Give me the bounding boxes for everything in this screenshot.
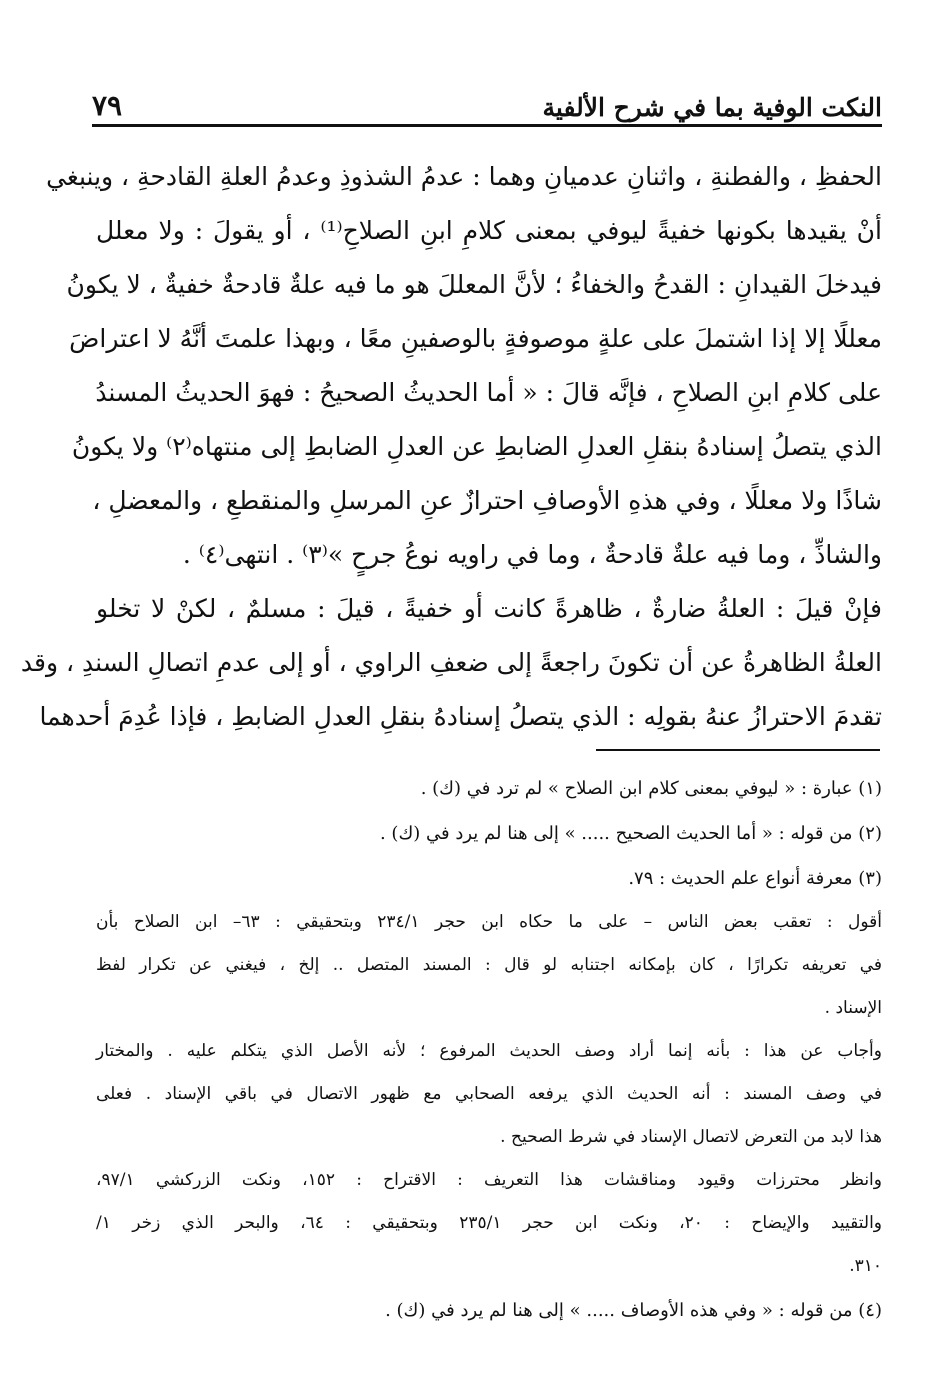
text-line: والشاذِّ ، وما فيه علةٌ قادحةٌ ، وما في راويه نوعُ جرحٍ »⁽٣⁾ . انتهى⁽٤⁾ .	[182, 540, 882, 569]
footnote-4: (٤) من قوله : « وفي هذه الأوصاف ..... » إلى هنا لم يرد في (ك) .	[385, 1300, 882, 1321]
footnote-line: والتقييد والإيضاح : ٢٠، ونكت ابن حجر ٢٣٥/١ وبتحقيقي : ٦٤، والبحر الذي زخر ١/	[96, 1213, 883, 1233]
footnote-3-comment-2	[96, 1030, 882, 1159]
footnote-separator	[596, 749, 880, 751]
footnote-3-comment-1	[96, 901, 882, 1030]
footnote-2: (٢) من قوله : « أما الحديث الصحيح ..... » إلى هنا لم يرد في (ك) .	[379, 823, 882, 844]
footnote-line: في تعريفه تكرارًا ، كان بإمكانه اجتنابه لو قال : المسند المتصل .. إلخ ، فيغني عن تكرار لفظ	[96, 955, 882, 975]
footnote-line: أقول : تعقب بعض الناس – على ما حكاه ابن حجر ٢٣٤/١ وبتحقيقي : ٦٣– ابن الصلاح بأن	[96, 912, 883, 932]
text-line: على كلامِ ابنِ الصلاحِ ، فإنَّه قالَ : « أما الحديثُ الصحيحُ : فهوَ الحديثُ المسندُ	[95, 378, 882, 407]
text-line: أنْ يقيدها بكونها خفيةً ليوفي بمعنى كلامِ ابنِ الصلاحِ⁽¹⁾ ، أو يقولَ : ولا معلل	[96, 216, 882, 245]
footnote-line: وأجاب عن هذا : بأنه إنما أراد وصف الحديث المرفوع ؛ لأنه الأصل الذي يتكلم عليه . والمختار	[96, 1041, 882, 1061]
text-line: الذي يتصلُ إسنادهُ بنقلِ العدلِ الضابطِ عن العدلِ الضابطِ إلى منتهاه⁽٢⁾ ولا يكونُ	[71, 432, 882, 461]
footnotes	[96, 766, 882, 1333]
text-line: تقدمَ الاحترازُ عنهُ بقولِه : الذي يتصلُ إسنادهُ بنقلِ العدلِ الضابطِ ، فإذا عُدِمَ أحدهما	[39, 702, 882, 731]
text-line: فإنْ قيلَ : العلةُ ضارةٌ ، ظاهرةً كانت أو خفيةً ، قيلَ : مسلمٌ ، لكنْ لا تخلو	[96, 594, 882, 623]
footnote-line: وانظر محترزات وقيود ومناقشات هذا التعريف : الاقتراح : ١٥٢، ونكت الزركشي ٩٧/١،	[96, 1170, 882, 1190]
text-line: شاذًا ولا معللًا ، وفي هذهِ الأوصافِ احترازٌ عنِ المرسلِ والمنقطعِ ، والمعضلِ ،	[92, 486, 882, 515]
running-title: النكت الوفية بما في شرح الألفية	[542, 93, 882, 122]
footnote-line: هذا لابد من التعرض لاتصال الإسناد في شرط الصحيح .	[500, 1127, 882, 1147]
footnote-line: الإسناد .	[824, 998, 882, 1018]
footnote-3-comment-3	[96, 1159, 882, 1288]
page-header	[92, 78, 882, 122]
page-number: ٧٩	[92, 89, 123, 122]
header-rule	[92, 124, 882, 127]
text-line: الحفظِ ، والفطنةِ ، واثنانِ عدميانِ وهما : عدمُ الشذوذِ وعدمُ العلةِ القادحةِ ، وينبغي	[46, 162, 882, 191]
text-line: فيدخلَ القيدانِ : القدحُ والخفاءُ ؛ لأنَّ المعللَ هو ما فيه علةٌ قادحةٌ خفيةٌ ، لا يكونُ	[66, 270, 882, 299]
main-text	[20, 150, 882, 744]
footnote-1: (١) عبارة : « ليوفي بمعنى كلام ابن الصلاح » لم ترد في (ك) .	[420, 778, 882, 799]
footnote-line: في وصف المسند : أنه الحديث الذي يرفعه الصحابي مع ظهور الاتصال في باقي الإسناد . فعلى	[96, 1084, 882, 1104]
text-line: العلةُ الظاهرةُ عن أن تكونَ راجعةً إلى ضعفِ الراوي ، أو إلى عدمِ اتصالِ السندِ ، وقد	[20, 648, 882, 677]
text-line: معللًا إلا إذا اشتملَ على علةٍ موصوفةٍ بالوصفينِ معًا ، وبهذا علمتَ أنَّهُ لا اعتراضَ	[69, 324, 882, 353]
footnote-line: ٣١٠.	[849, 1256, 882, 1276]
footnote-3: (٣) معرفة أنواع علم الحديث : ٧٩.	[628, 868, 882, 889]
